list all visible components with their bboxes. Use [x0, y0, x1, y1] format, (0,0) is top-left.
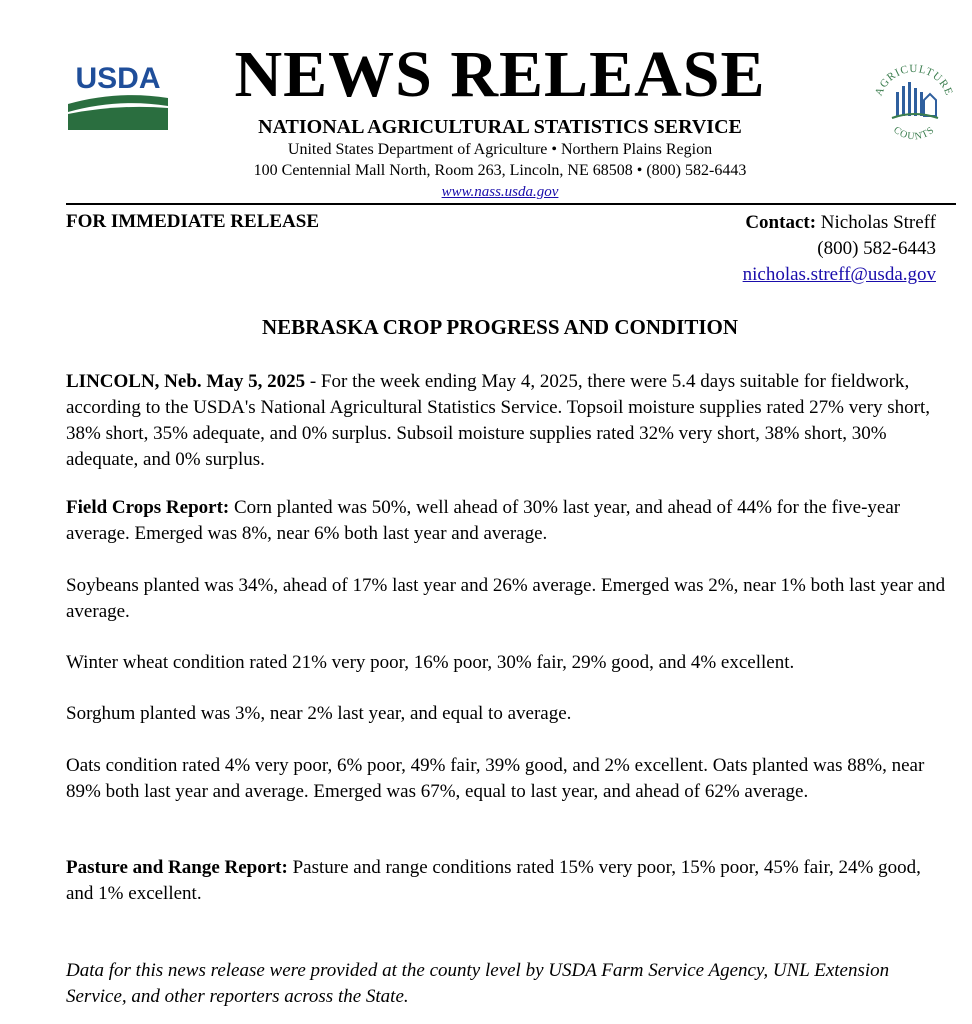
intro-text: - For the week ending May 4, 2025, there were 5.4 days suitable for fieldwork, according to the USDA's National Agricultural Statistics Service. Topsoil moisture supplies rated 27% very short, 38% short, 35% adequate, and 0% surplus. Subsoil moisture supplies rated 32% very short, 38% short, 30% adequate, and 0% surplus. — [66, 371, 930, 470]
address-line: 100 Centennial Mall North, Room 263, Lincoln, NE 68508 • (800) 582-6443 — [253, 162, 747, 179]
contact-email-link[interactable]: nicholas.streff@usda.gov — [742, 264, 936, 285]
department-line: United States Department of Agriculture • Northern Plains Region — [287, 141, 713, 158]
svg-text:COUNTS — [891, 125, 937, 143]
pasture-paragraph — [66, 855, 946, 907]
oats-paragraph: Oats condition rated 4% very poor, 6% poor, 49% fair, 39% good, and 2% excellent. Oats planted was 88%, near 89% both last year and average. Emerged was 67%, equal to last year, and ahead of 62% average. — [66, 755, 925, 802]
footer-note: Data for this news release were provided at the county level by USDA Farm Service Agency, UNL Extension Service, and other reporters across the State. — [66, 960, 890, 1007]
agriculture-counts-seal — [866, 58, 962, 154]
contact-name: Nicholas Streff — [820, 212, 936, 233]
usda-logo-text: USDA — [75, 62, 161, 95]
header-rule — [66, 203, 956, 205]
pasture-text: Pasture and range conditions rated 15% very poor, 15% poor, 45% fair, 24% good, and 1% excellent. — [66, 857, 921, 904]
website-link[interactable]: www.nass.usda.gov — [441, 184, 559, 200]
contact-block — [743, 210, 936, 288]
report-headline: NEBRASKA CROP PROGRESS AND CONDITION — [261, 315, 739, 339]
field-crops-heading: Field Crops Report: — [66, 497, 230, 518]
page-title: NEWS RELEASE — [234, 38, 766, 111]
contact-phone: (800) 582-6443 — [817, 238, 936, 259]
svg-text:AGRICULTURE — [873, 63, 955, 98]
pasture-heading: Pasture and Range Report: — [66, 857, 288, 878]
soybeans-paragraph: Soybeans planted was 34%, ahead of 17% last year and 26% average. Emerged was 2%, near 1% both last year and average. — [66, 575, 946, 622]
field-crops-text: Corn planted was 50%, well ahead of 30% last year, and ahead of 44% for the five-year average. Emerged was 8%, near 6% both last year and average. — [66, 497, 901, 544]
seal-top-text: AGRICULTURE — [872, 62, 956, 98]
winter-wheat-paragraph: Winter wheat condition rated 21% very poor, 16% poor, 30% fair, 29% good, and 4% excellent. — [66, 652, 795, 673]
release-line: FOR IMMEDIATE RELEASE — [66, 211, 320, 232]
dateline: LINCOLN, Neb. May 5, 2025 — [66, 371, 306, 392]
field-crops-paragraph — [66, 495, 946, 547]
seal-bottom-text: COUNTS — [891, 124, 937, 143]
intro-paragraph — [66, 369, 946, 473]
agency-name: NATIONAL AGRICULTURAL STATISTICS SERVICE — [258, 116, 742, 138]
sorghum-paragraph: Sorghum planted was 3%, near 2% last year, and equal to average. — [66, 703, 572, 724]
contact-label: Contact: — [745, 212, 817, 233]
